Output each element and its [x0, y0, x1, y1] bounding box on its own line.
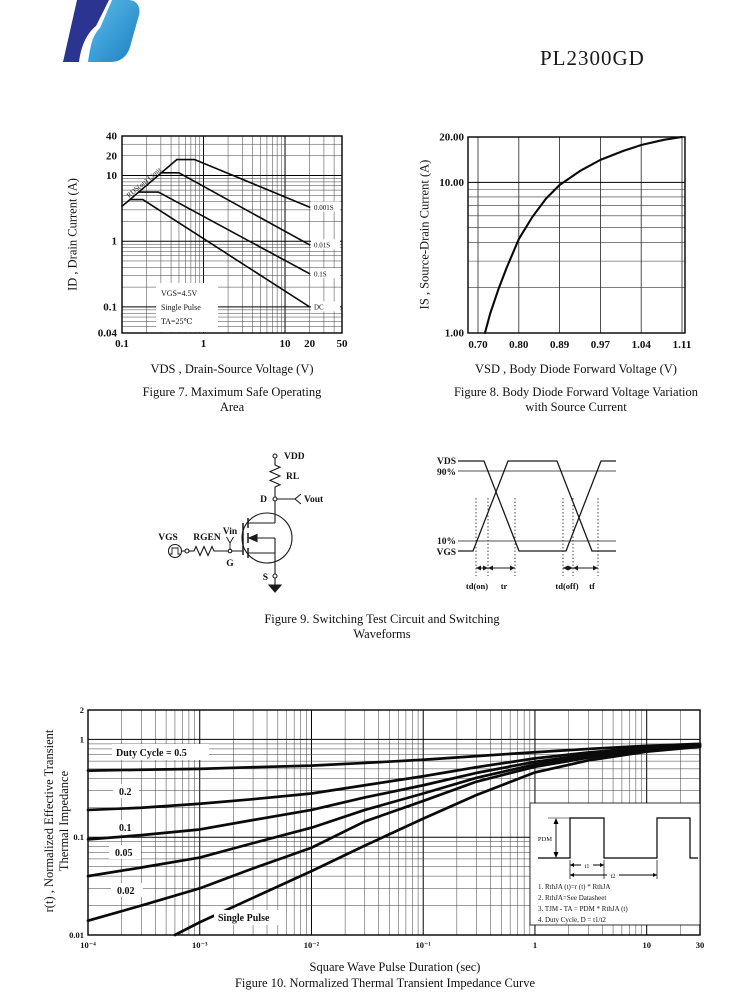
- duty-cycle-label: 0.02: [117, 886, 135, 897]
- soa-curve-label: 0.001S: [314, 203, 334, 212]
- figure8-y-axis-title: IS , Source-Drain Current (A): [417, 159, 432, 310]
- waveform-labels: [436, 457, 595, 591]
- svg-text:0.89: 0.89: [549, 339, 570, 350]
- figure8-caption-line2: with Source Current: [525, 400, 627, 414]
- svg-text:10⁻³: 10⁻³: [191, 940, 208, 950]
- svg-text:10⁻¹: 10⁻¹: [415, 940, 431, 950]
- soa-curve-label: 0.01S: [314, 241, 331, 250]
- vdd-terminal: [273, 454, 277, 458]
- mosfet-body-arrow: [249, 535, 257, 542]
- source-node: [273, 574, 277, 578]
- svg-text:1.11: 1.11: [672, 339, 692, 350]
- svg-text:0.1: 0.1: [73, 832, 84, 843]
- fig10-inset: [530, 803, 700, 925]
- svg-text:1.00: 1.00: [444, 327, 464, 340]
- g-label: G: [226, 559, 234, 569]
- resistor-rl: [270, 462, 280, 490]
- inset-note: 3. TJM - TA = PDM * RthJA (t): [538, 905, 628, 913]
- vgs-label: VGS: [436, 548, 456, 558]
- grid: [468, 137, 685, 333]
- part-number: PL2300GD: [540, 46, 645, 70]
- svg-text:1: 1: [111, 235, 117, 248]
- timing-dotted-lines: [476, 498, 598, 576]
- svg-text:0.1: 0.1: [115, 338, 129, 350]
- svg-text:20.00: 20.00: [439, 131, 464, 144]
- drain-node: [273, 497, 277, 501]
- svg-text:40: 40: [106, 130, 117, 143]
- inset-note: 4. Duty Cycle, D = t1/t2: [538, 916, 606, 924]
- t1-label: t1: [584, 863, 590, 870]
- tf-label: tf: [589, 581, 595, 591]
- svg-text:10: 10: [642, 940, 651, 950]
- waveform-lines: [458, 461, 616, 576]
- figure7-y-axis-title: ID , Drain Current (A): [65, 178, 80, 291]
- figure9-caption-line2: Waveforms: [353, 627, 411, 641]
- rl-label: RL: [286, 472, 300, 482]
- duty-cycle-label: Single Pulse: [218, 913, 270, 924]
- fig8-tick-labels: [439, 132, 691, 351]
- figure7-x-axis-title: VDS , Drain-Source Voltage (V): [150, 362, 314, 376]
- figure10-x-axis-title: Square Wave Pulse Duration (sec): [309, 960, 481, 974]
- svg-text:0.70: 0.70: [468, 339, 488, 350]
- svg-text:0.97: 0.97: [590, 339, 611, 350]
- duty-cycle-label: Duty Cycle = 0.5: [116, 748, 187, 759]
- rgen-label: RGEN: [193, 533, 221, 543]
- svg-text:50: 50: [336, 338, 348, 350]
- svg-text:0.80: 0.80: [509, 339, 529, 350]
- svg-text:10⁻⁴: 10⁻⁴: [80, 940, 96, 950]
- vds-waveform: [458, 461, 616, 551]
- figure8-caption-line1: Figure 8. Body Diode Forward Voltage Variation: [453, 385, 699, 399]
- soa-condition: Single Pulse: [161, 303, 201, 312]
- vin-probe: [227, 537, 234, 549]
- rdson-limit-label: RDS(on) Limit: [125, 166, 163, 200]
- circuit-wires: [169, 454, 302, 592]
- vgs-source-label: VGS: [158, 533, 178, 543]
- svg-text:1: 1: [200, 338, 207, 350]
- t2-label: t2: [610, 873, 616, 880]
- diode-curve: [485, 137, 682, 333]
- figure10-y-axis-title-line1: r(t) , Normalized Effective Transient: [42, 729, 56, 913]
- resistor-rgen: [192, 547, 218, 556]
- s-label: S: [262, 573, 268, 583]
- svg-text:0.1: 0.1: [103, 301, 117, 314]
- brand-logo: [55, 0, 150, 62]
- svg-text:10: 10: [279, 338, 291, 350]
- figure10-caption: Figure 10. Normalized Thermal Transient Impedance Curve: [234, 976, 536, 990]
- soa-condition: VGS=4.5V: [161, 289, 198, 298]
- soa-condition: TA=25℃: [161, 317, 193, 326]
- vgs-waveform: [458, 461, 616, 551]
- figure7-caption-line2: Area: [219, 400, 245, 414]
- svg-text:2: 2: [79, 705, 84, 715]
- d-label: D: [260, 495, 267, 505]
- svg-text:30: 30: [695, 940, 705, 950]
- soa-curve-label: DC: [314, 303, 324, 312]
- figure9-caption-line1: Figure 9. Switching Test Circuit and Switching: [264, 612, 500, 626]
- vin-label: Vin: [222, 527, 238, 537]
- figure10-y-axis-title-line2: Thermal Impedance: [57, 770, 71, 872]
- tr-label: tr: [500, 581, 508, 591]
- figure9-test-circuit: [150, 440, 390, 605]
- svg-text:0.04: 0.04: [97, 327, 117, 340]
- svg-text:1: 1: [532, 940, 538, 950]
- figure9-switching-waveforms: [420, 440, 670, 600]
- generator-terminal: [185, 549, 189, 553]
- inset-note: 1. RthJA (t)=r (t) * RthJA: [538, 883, 611, 891]
- figure10-y-axis-title: [42, 671, 72, 971]
- td-on-label: td(on): [465, 581, 489, 591]
- vout-label: Vout: [304, 495, 324, 505]
- gate-node: [228, 549, 232, 553]
- ground-symbol: [269, 585, 281, 592]
- duty-cycle-label: 0.1: [119, 823, 132, 834]
- pulse-source: [169, 545, 182, 558]
- soa-curve-label: 0.1S: [314, 270, 327, 279]
- vds-label: VDS: [436, 457, 456, 467]
- p90-label: 90%: [437, 468, 456, 478]
- figure8-diode-chart: [405, 120, 700, 350]
- inset-note: 2. RthJA=See Datasheet: [538, 894, 607, 902]
- svg-text:20: 20: [304, 338, 316, 350]
- figure9-caption: [182, 612, 582, 642]
- figure7-caption: [82, 385, 382, 415]
- svg-text:1: 1: [79, 734, 84, 745]
- circuit-labels: [158, 452, 324, 583]
- figure7-caption-line1: Figure 7. Maximum Safe Operating: [142, 385, 322, 399]
- figure8-x-axis-title: VSD , Body Diode Forward Voltage (V): [475, 362, 677, 376]
- p10-label: 10%: [437, 537, 456, 547]
- figure10-thermal-chart: [30, 695, 750, 960]
- grid: [122, 136, 342, 333]
- figure7-soa-chart: [55, 120, 355, 350]
- figure8-caption: [406, 385, 746, 415]
- td-off-label: td(off): [555, 581, 579, 591]
- svg-text:20: 20: [106, 150, 117, 163]
- svg-text:1.04: 1.04: [631, 339, 651, 350]
- pulse-glyph: [170, 548, 180, 554]
- duty-cycle-label: 0.05: [115, 848, 133, 859]
- svg-text:0.01: 0.01: [69, 930, 84, 940]
- svg-text:10.00: 10.00: [439, 176, 464, 189]
- pdm-label: PDM: [537, 836, 552, 843]
- svg-text:10: 10: [106, 170, 117, 183]
- vdd-label: VDD: [284, 452, 305, 462]
- duty-cycle-label: 0.2: [119, 787, 132, 798]
- svg-text:10⁻²: 10⁻²: [303, 940, 320, 950]
